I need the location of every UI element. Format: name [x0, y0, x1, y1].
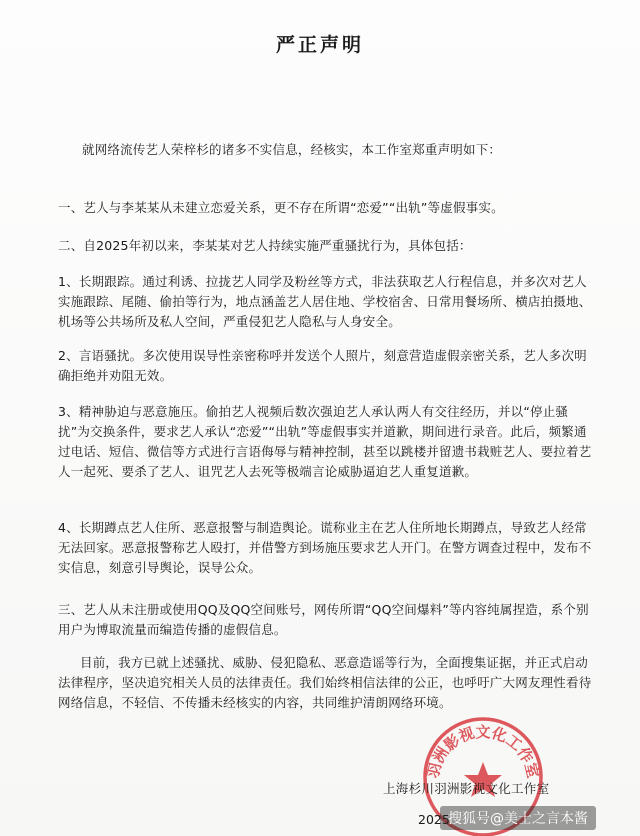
signature-organization: 上海杉川羽洲影视文化工作室	[383, 781, 550, 796]
section-2: 二、自2025年初以来，李某某对艺人持续实施严重骚扰行为，具体包括：	[58, 238, 472, 253]
closing-paragraph	[58, 653, 598, 713]
list-item-4: 4、长期蹲点艺人住所、恶意报警与制造舆论。谎称业主在艺人住所地长期蹲点，导致艺人经常无法回家。恶意报警称艺人殴打，并借警方到场施压要求艺人开门。在警方调查过程中，发布不实信息，刻意引导舆论，误导公众。	[58, 520, 592, 575]
platform-watermark: 搜狐号@美士之言本酱	[440, 806, 596, 830]
list-item-1: 1、长期跟踪。通过利诱、拉拢艺人同学及粉丝等方式，非法获取艺人行程信息，并多次对艺人实施跟踪、尾随、偷拍等行为，地点涵盖艺人居住地、学校宿舍、日常用餐场所、横店拍摄地、机场等公共场所及私人空间，严重侵犯艺人隐私与人身安全。	[58, 274, 592, 329]
section-3: 三、艺人从未注册或使用QQ及QQ空间账号，网传所谓“QQ空间爆料”等内容纯属捏造，系个别用户为博取流量而编造传播的虚假信息。	[58, 602, 589, 637]
closing-text: 目前，我方已就上述骚扰、威胁、侵犯隐私、恶意造谣等行为，全面搜集证据，并正式启动法律程序，坚决追究相关人员的法律责任。我们始终相信法律的公正，也呼吁广大网友理性看待网络信息，不轻信、不传播未经核实的内容，共同维护清朗网络环境。	[58, 655, 592, 710]
document-title: 严正声明	[275, 34, 364, 56]
list-item-3: 3、精神胁迫与恶意施压。偷拍艺人视频后数次强迫艺人承认两人有交往经历，并以“停止骚扰”为交换条件，要求艺人承认“恋爱”“出轨”等虚假事实并道歉，期间进行录音。此后，频繁通过电话、短信、微信等方式进行言语侮辱与精神控制，甚至以跳楼并留遗书栽赃艺人、要拉着艺人一起死、要杀了艺人、诅咒艺人去死等极端言论威胁逼迫艺人重复道歉。	[58, 404, 592, 479]
signature-date: 2025	[418, 812, 450, 827]
section-1: 一、艺人与李某某从未建立恋爱关系，更不存在所谓“恋爱”“出轨”等虚假事实。	[58, 200, 504, 215]
seal-text: 羽洲影视文化工作室	[423, 723, 543, 780]
list-item-2: 2、言语骚扰。多次使用误导性亲密称呼并发送个人照片，刻意营造虚假亲密关系，艺人多次明确拒绝并劝阻无效。	[58, 348, 587, 383]
intro-paragraph: 就网络流传艺人荣梓杉的诸多不实信息，经核实，本工作室郑重声明如下：	[82, 142, 502, 157]
